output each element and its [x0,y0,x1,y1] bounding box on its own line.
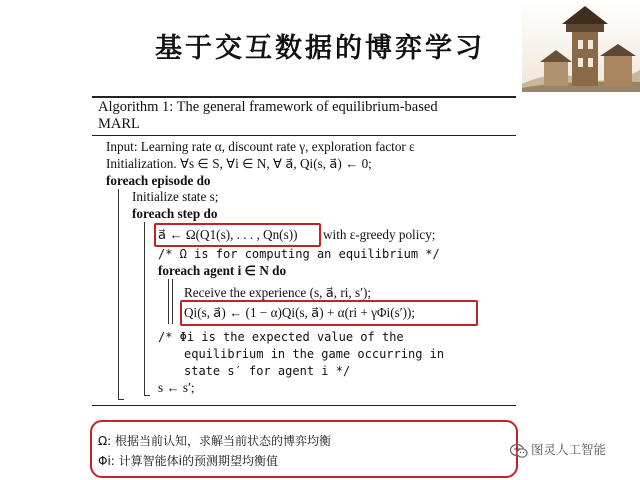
action-line: a⃗ ← Ω(Q1(s), . . . , Qn(s)) [158,227,298,242]
algorithm-caption-line2: MARL [98,116,140,132]
watermark [510,440,606,459]
agent-scope-bar [168,279,169,324]
step-scope-tick [144,395,150,396]
omega-comment-line: /* Ω is for computing an equilibrium */ [158,247,440,261]
action-highlight-box [154,223,321,247]
phi-note: Φi: 计算智能体i的预测期望均衡值 [98,454,278,468]
init-state-line: Initialize state s; [132,189,219,204]
greedy-line: with ε-greedy policy; [323,227,436,242]
step-scope-bar [144,222,145,395]
wechat-icon [510,443,528,459]
omega-note: Ω: 根据当前认知，求解当前状态的博弈均衡 [98,434,332,448]
update-highlight-box [180,300,478,326]
foreach-agent-line: foreach agent i ∈ N do [158,263,287,278]
update-line: Qi(s, a⃗) ← (1 − α)Qi(s, a⃗) + α(ri + γΦi(s′)); [184,305,416,320]
tower-illustration [522,0,640,92]
episode-scope-bar [118,189,119,399]
algorithm-block [92,96,516,406]
receive-line: Receive the experience (s, a⃗, ri, s′); [184,285,372,300]
agent-scope-bar-inner [172,279,173,324]
notes-box [90,420,518,478]
init-line: Initialization. ∀s ∈ S, ∀i ∈ N, ∀ a⃗, Qi(s, a⃗) ← 0; [106,156,372,171]
algorithm-caption-line1: Algorithm 1: The general framework of equilibrium-based [98,99,438,115]
phi-comment-line2: equilibrium in the game occurring in [184,347,445,361]
input-line: Input: Learning rate α, discount rate γ, exploration factor ε [106,139,415,154]
rule-bottom [92,405,516,406]
slide-title: 基于交互数据的博弈学习 [155,33,485,64]
episode-scope-tick [118,399,124,400]
foreach-step-line: foreach step do [132,206,218,221]
phi-comment-line1: /* Φi is the expected value of the [158,330,404,344]
state-update-line: s ← s′; [158,380,195,395]
rule-top [92,96,516,98]
foreach-episode-line: foreach episode do [106,173,211,188]
watermark-text: 图灵人工智能 [531,442,607,457]
rule-mid [92,135,516,136]
phi-comment-line3: state s′ for agent i */ [184,364,351,378]
